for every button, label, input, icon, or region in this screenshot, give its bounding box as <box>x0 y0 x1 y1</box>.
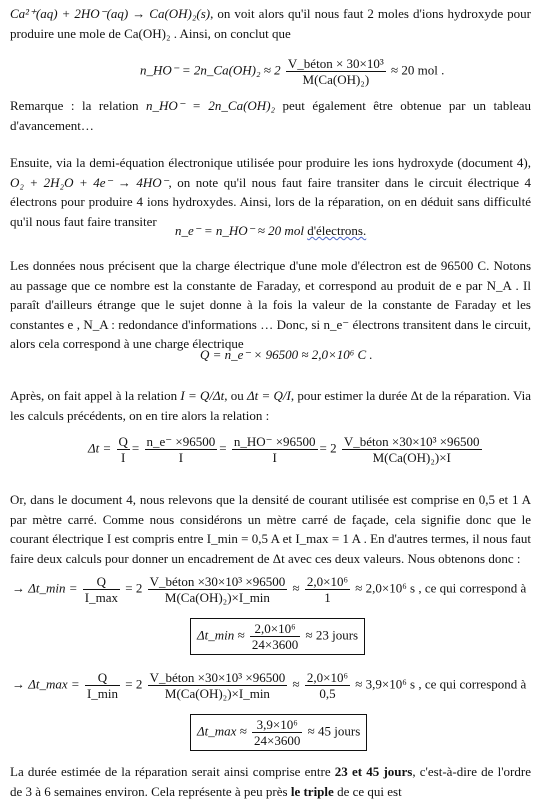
fraction-denominator: 24×3600 <box>254 733 301 748</box>
delta-t-min-fraction-3 <box>305 574 350 605</box>
delta-t-max-rhs: ≈ 3,9×10⁶ s , ce qui correspond à <box>355 676 527 692</box>
equation-delta-t-max <box>12 670 526 701</box>
result-box-min-frame <box>190 618 365 655</box>
delta-t-fraction-1 <box>117 434 130 465</box>
equation-delta-t-min <box>12 574 526 605</box>
reaction-equation: Ca²⁺(aq) + 2HO⁻(aq) → Ca(OH)₂(s) <box>10 6 211 21</box>
remark-tail: peut également être obtenue par un tableau d'avancement… <box>10 98 531 133</box>
fraction-denominator: M(Ca(OH)₂)×I_min <box>164 590 270 605</box>
fraction-numerator: n_e⁻ ×96500 <box>146 434 216 449</box>
equation-delta-t: Δt = $\frac{Q}{I}$ = $\frac{n\_e^- \times 96500}{I}$ = $\frac{n\_HO^- \times 96500}{I}$ = 2 $\frac{\text{V\_béton ×30×10³ ×96500}}{\text{M(Ca(OH)₂)×I}}$ <box>88 434 480 465</box>
fraction-denominator: 24×3600 <box>251 637 299 652</box>
fraction-numerator: 2,0×10⁶ <box>306 574 349 589</box>
fraction-denominator: I <box>272 450 277 465</box>
delta-t-max-equals: = 2 <box>125 676 143 692</box>
fraction-numerator: Q <box>83 574 120 590</box>
fraction-denominator: M(Ca(OH)₂) <box>302 72 370 87</box>
paragraph-half-equation <box>10 153 531 231</box>
fraction-denominator: I <box>178 450 184 465</box>
equation-charge-text: Q = n_e⁻ × 96500 ≈ 2,0×10⁶ C . <box>200 347 373 362</box>
paragraph-faraday-text: Les données nous précisent que la charge électrique d'une mole d'électron est de 96500 C. Notons au passage que ce nombre est la constante de Faraday, et correspond au produit de e par N_A . Il paraît d'ailleurs étrange que le sujet donne à la fois la valeur de la constante de Faraday et les constantes e , N_A : redondance d'informations … Donc, si n_e⁻ électrons transitent dans le circuit, alors cela correspond à une charge électrique <box>10 258 531 351</box>
paragraph-current-density <box>10 490 531 568</box>
conclusion-tail: de ce qui est <box>337 783 402 799</box>
relation-duration: Δt = Q/I <box>246 388 291 403</box>
result-box-max-lhs: Δt_max ≈ <box>197 723 247 739</box>
fraction-numerator: Q <box>118 434 128 449</box>
fraction-denominator: I <box>121 450 126 465</box>
conclusion-lead: La durée estimée de la réparation serait ainsi comprise entre <box>10 764 331 779</box>
equation-n-ho <box>140 56 444 87</box>
paragraph-conclusion <box>10 762 531 801</box>
relation-tail: , pour estimer la durée Δt de la réparation. Via les calculs précédents, on en tire alors la relation : <box>10 388 531 423</box>
delta-t-min-fraction-2 <box>148 574 288 605</box>
delta-t-max-approx: ≈ <box>292 676 300 692</box>
fraction-numerator: Q <box>85 670 120 686</box>
delta-t-fraction-4 <box>342 434 482 465</box>
conclusion-triple: le triple <box>290 783 334 799</box>
equation-n-e-lhs: n_e⁻ = n_HO⁻ ≈ 20 mol <box>175 223 304 238</box>
delta-t-fraction-2 <box>145 434 218 465</box>
delta-t-max-fraction-2 <box>148 670 288 701</box>
result-box-min-fraction <box>250 621 300 652</box>
paragraph-1-text: , on voit alors qu'il nous faut 2 moles d'ions hydroxyde pour produire une mole de Ca(OH)₂ . Ainsi, on conclut que <box>10 6 532 41</box>
result-box-min-rhs: ≈ 23 jours <box>305 627 359 643</box>
paragraph-half-equation-text: Ensuite, via la demi-équation électronique utilisée pour produire les ions hydroxyde (document 4), <box>10 155 531 170</box>
fraction-denominator: I_min <box>86 686 118 701</box>
fraction-numerator: n_HO⁻ ×96500 <box>233 434 316 449</box>
fraction-denominator: M(Ca(OH)₂)×I_min <box>164 686 270 701</box>
relation-current: I = Q/Δt <box>180 388 225 403</box>
remark-lead: Remarque : la relation <box>10 98 139 113</box>
fraction-numerator: V_béton × 30×10³ <box>287 56 384 71</box>
remark-relation: n_HO⁻ = 2n_Ca(OH)₂ <box>146 98 276 113</box>
paragraph-current-density-text: Or, dans le document 4, nous relevons que la densité de courant utilisée est comprise en 0,5 et 1 A par mètre carré. Comme nous considérons un mètre carré de façade, cela signifie donc que le courant électrique I est compris entre I_min = 0,5 A et I_max = 1 A . En d'autres termes, il nous faut faire deux calculs pour donner un encadrement de Δt avec ces deux valeurs. Nous obtenons donc : <box>10 492 531 566</box>
equation-n-ho-lhs: n_HO⁻ = 2n_Ca(OH)₂ ≈ 2 <box>140 62 281 78</box>
relation-lead: Après, on fait appel à la relation <box>10 388 178 403</box>
delta-t-fraction-3 <box>232 434 318 465</box>
equation-charge <box>200 347 373 363</box>
equation-n-e <box>175 223 366 239</box>
fraction-denominator: 1 <box>324 590 331 605</box>
result-box-min <box>190 618 365 655</box>
fraction-numerator: V_béton ×30×10³ ×96500 <box>149 670 286 685</box>
equation-n-ho-fraction <box>286 56 386 87</box>
conclusion-duration: 23 et 45 jours <box>334 764 413 779</box>
fraction-numerator: 2,0×10⁶ <box>250 621 300 637</box>
paragraph-relation <box>10 386 531 425</box>
delta-t-min-equals: = 2 <box>125 580 143 596</box>
arrow-icon: → <box>12 676 25 692</box>
paragraph-half-equation-text-2: , on note qu'il nous faut faire transiter dans le circuit électrique 4 électrons pour produire 4 ions hydroxydes. Ainsi, lors de la réparation, on en déduit sans difficulté qu'il nous faut faire transiter <box>10 174 531 229</box>
half-equation: O₂ + 2H₂O + 4e⁻ → 4HO⁻ <box>10 174 169 190</box>
fraction-numerator: V_béton ×30×10³ ×96500 <box>343 434 480 449</box>
delta-t-min-rhs: ≈ 2,0×10⁶ s , ce qui correspond à <box>355 580 527 596</box>
equation-delta-t-lhs: Δt = <box>88 440 112 456</box>
equation-n-ho-rhs: ≈ 20 mol . <box>391 62 445 78</box>
result-box-max <box>190 714 367 751</box>
fraction-numerator: 2,0×10⁶ <box>306 670 349 685</box>
fraction-denominator: 0,5 <box>319 686 336 701</box>
result-box-min-lhs: Δt_min ≈ <box>197 627 245 643</box>
conclusion-middle: , c'est-à-dire de l'ordre de 3 à 6 semaines environ. Cela représente à peu près <box>10 764 531 799</box>
fraction-numerator: V_béton ×30×10³ ×96500 <box>149 574 286 589</box>
fraction-denominator: I_max <box>84 590 118 605</box>
fraction-numerator: 3,9×10⁶ <box>252 717 302 733</box>
paragraph-remark <box>10 96 531 135</box>
fraction-denominator: M(Ca(OH)₂)×I <box>372 450 451 465</box>
paragraph-faraday <box>10 256 531 354</box>
relation-or: , ou <box>224 388 244 403</box>
result-box-max-fraction <box>252 717 302 748</box>
equation-n-e-unit: d'électrons. <box>307 223 367 238</box>
delta-t-min-approx: ≈ <box>292 580 300 596</box>
delta-t-max-fraction-3 <box>305 670 350 701</box>
result-box-max-frame <box>190 714 367 751</box>
delta-t-min-fraction-1 <box>83 574 120 605</box>
paragraph-1 <box>10 4 531 43</box>
delta-t-max-fraction-1 <box>85 670 120 701</box>
arrow-icon: → <box>12 580 25 596</box>
delta-t-max-lhs: Δt_max = <box>28 676 80 692</box>
delta-t-min-lhs: Δt_min = <box>28 580 78 596</box>
result-box-max-rhs: ≈ 45 jours <box>307 723 361 739</box>
